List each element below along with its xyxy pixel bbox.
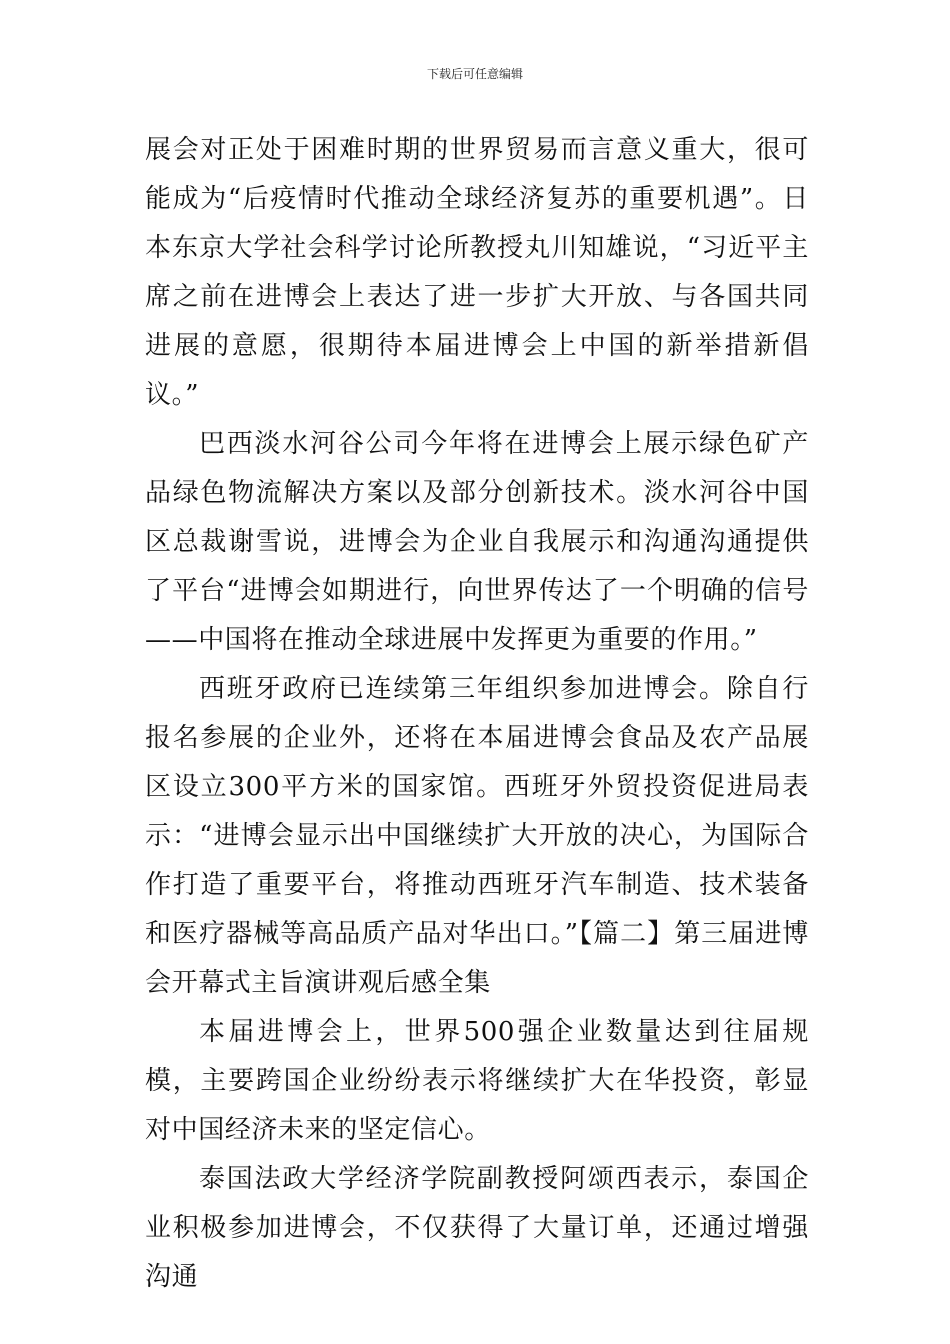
page-header: 下载后可任意编辑	[426, 67, 523, 81]
paragraph-spain: 西班牙政府已连续第三年组织参加进博会。除自行报名参展的企业外，还将在本届进博会食品及农产品展区设立300平方米的国家馆。西班牙外贸投资促进局表示：“进博会显示出中国继续扩大开放的决心，为国际合作打造了重要平台，将推动西班牙汽车制造、技术装备和医疗器械等高品质产品对华出口。”【篇二】第三届进博会开幕式主旨演讲观后感全集	[145, 674, 809, 998]
document-body	[145, 126, 809, 1302]
paragraph-thailand: 泰国法政大学经济学院副教授阿颂西表示，泰国企业积极参加进博会，不仅获得了大量订单，还通过增强沟通	[145, 1164, 809, 1292]
paragraph-brazil-vale: 巴西淡水河谷公司今年将在进博会上展示绿色矿产品绿色物流解决方案以及部分创新技术。淡水河谷中国区总裁谢雪说，进博会为企业自我展示和沟通沟通提供了平台“进博会如期进行，向世界传达了一个明确的信号——中国将在推动全球进展中发挥更为重要的作用。”	[145, 429, 809, 655]
paragraph-fortune-500: 本届进博会上，世界500强企业数量达到往届规模，主要跨国企业纷纷表示将继续扩大在华投资，彰显对中国经济未来的坚定信心。	[145, 1017, 809, 1145]
paragraph-continuation: 展会对正处于困难时期的世界贸易而言意义重大，很可能成为“后疫情时代推动全球经济复苏的重要机遇”。日本东京大学社会科学讨论所教授丸川知雄说，“习近平主席之前在进博会上表达了进一步扩大开放、与各国共同进展的意愿，很期待本届进博会上中国的新举措新倡议。”	[145, 135, 809, 410]
